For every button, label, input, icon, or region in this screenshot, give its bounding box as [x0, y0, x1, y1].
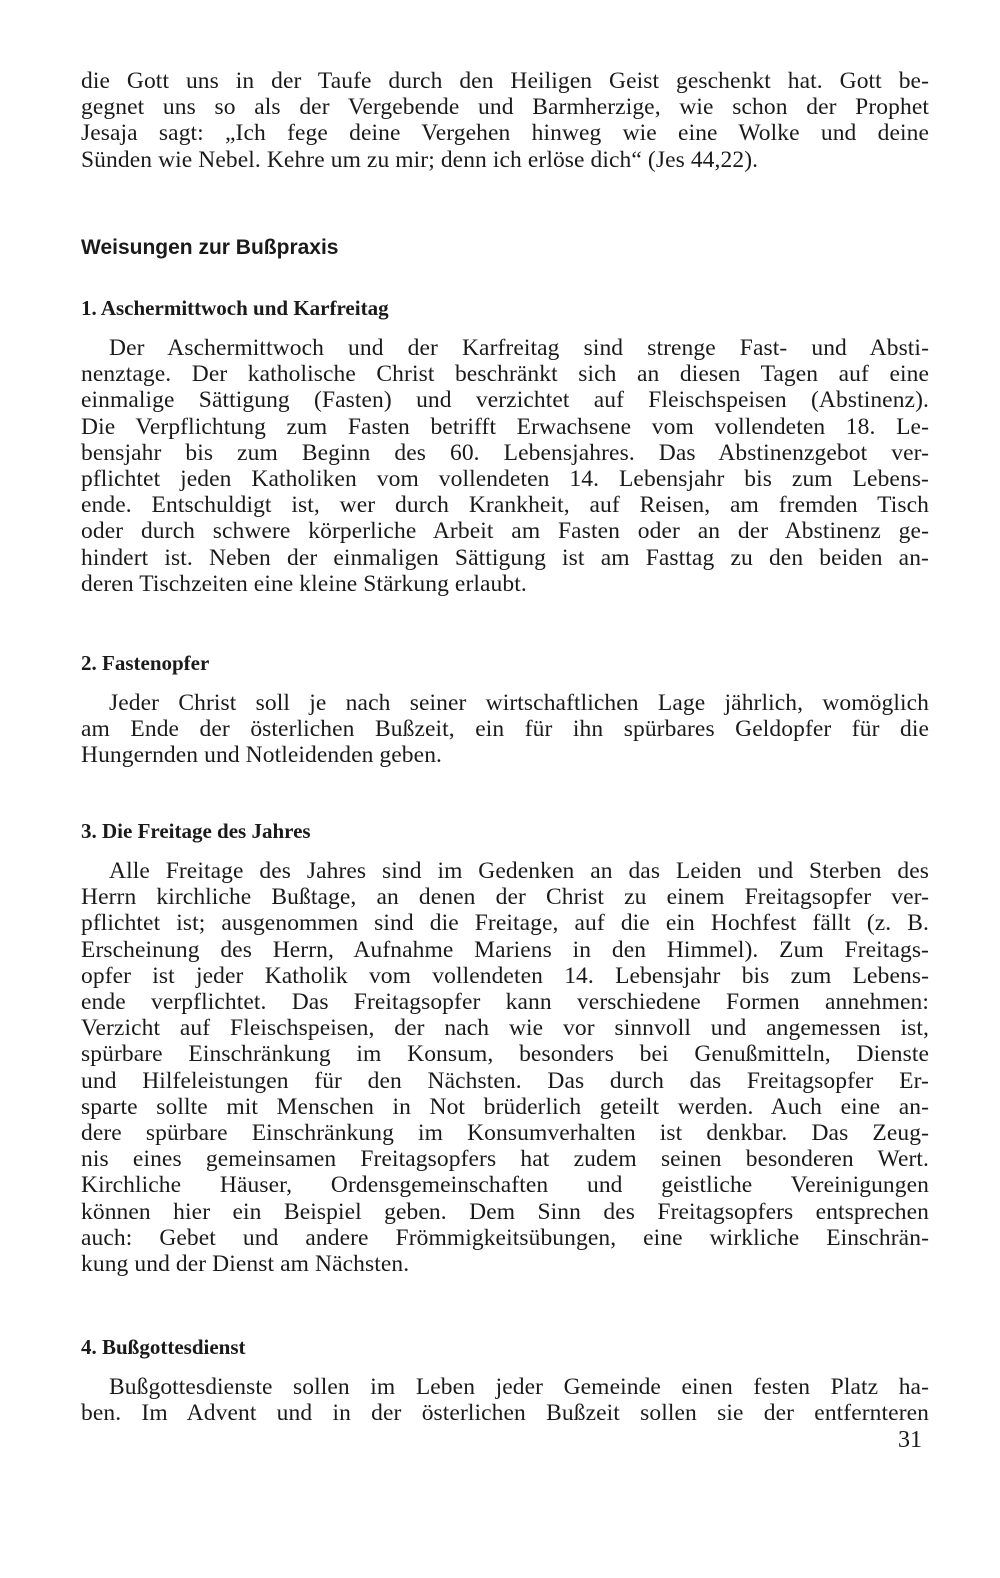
paragraph-line: ben. Im Advent und in der österlichen Bußzeit sollen sie der entfernteren	[81, 1400, 929, 1427]
paragraph-line: bensjahr bis zum Beginn des 60. Lebensjahres. Das Abstinenzgebot ver-	[81, 439, 929, 466]
paragraph-line: können hier ein Beispiel geben. Dem Sinn des Freitagsopfers entsprechen	[81, 1198, 929, 1225]
section-3	[81, 818, 929, 1277]
section-1-heading: 1. Aschermittwoch und Karfreitag	[81, 296, 389, 320]
section-title: Weisungen zur Bußpraxis	[81, 236, 339, 259]
paragraph-line: opfer ist jeder Katholik vom vollendeten 14. Lebensjahr bis zum Lebens-	[81, 962, 929, 989]
paragraph-line: Herrn kirchliche Bußtage, an denen der Christ zu einem Freitagsopfer ver-	[81, 884, 929, 911]
paragraph-line: oder durch schwere körperliche Arbeit am Fasten oder an der Abstinenz ge-	[81, 518, 929, 545]
intro-paragraph	[81, 68, 929, 173]
paragraph-line: Jeder Christ soll je nach seiner wirtschaftlichen Lage jährlich, womöglich	[109, 690, 929, 716]
section-1-paragraph	[81, 335, 929, 597]
paragraph-line: am Ende der österlichen Bußzeit, ein für ihn spürbares Geldopfer für die	[81, 716, 929, 743]
section-4	[81, 1334, 929, 1426]
section-2-paragraph	[81, 690, 929, 769]
paragraph-line: Verzicht auf Fleischspeisen, der nach wie vor sinnvoll und angemessen ist,	[81, 1015, 929, 1042]
paragraph-line: deren Tischzeiten eine kleine Stärkung erlaubt.	[81, 570, 527, 597]
paragraph-line: Alle Freitage des Jahres sind im Gedenken an das Leiden und Sterben des	[109, 858, 929, 884]
paragraph-line: auch: Gebet und andere Frömmigkeitsübungen, eine wirkliche Einschrän-	[81, 1224, 929, 1251]
paragraph-line: kung und der Dienst am Nächsten.	[81, 1251, 410, 1278]
paragraph-line: Erscheinung des Herrn, Aufnahme Mariens in den Himmel). Zum Freitags-	[81, 936, 929, 963]
paragraph-line: nenztage. Der katholische Christ beschränkt sich an diesen Tagen auf eine	[81, 361, 929, 388]
paragraph-line: Hungernden und Notleidenden geben.	[81, 742, 443, 769]
paragraph-line: einmalige Sättigung (Fasten) und verzichtet auf Fleischspeisen (Abstinenz).	[81, 387, 929, 414]
section-title-block	[81, 235, 929, 261]
section-4-heading: 4. Bußgottesdienst	[81, 1335, 246, 1359]
paragraph-line: Bußgottesdienste sollen im Leben jeder Gemeinde einen festen Platz ha-	[109, 1374, 929, 1400]
paragraph-line: nis eines gemeinsamen Freitagsopfers hat zudem seinen besonderen Wert.	[81, 1146, 929, 1173]
paragraph-line: und Hilfeleistungen für den Nächsten. Das durch das Freitagsopfer Er-	[81, 1067, 929, 1094]
paragraph-line: pflichtet jeden Katholiken vom vollendeten 14. Lebensjahr bis zum Lebens-	[81, 466, 929, 493]
paragraph-line: Die Verpflichtung zum Fasten betrifft Erwachsene vom vollendeten 18. Le-	[81, 413, 929, 440]
paragraph-line: Der Aschermittwoch und der Karfreitag sind strenge Fast- und Absti-	[109, 335, 929, 361]
section-2	[81, 650, 929, 769]
intro-line: Sünden wie Nebel. Kehre um zu mir; denn ich erlöse dich“ (Jes 44,22).	[81, 146, 759, 173]
paragraph-line: pflichtet ist; ausgenommen sind die Freitage, auf die ein Hochfest fällt (z. B.	[81, 910, 929, 937]
paragraph-line: ende verpflichtet. Das Freitagsopfer kann verschiedene Formen annehmen:	[81, 989, 929, 1016]
section-4-paragraph	[81, 1374, 929, 1426]
paragraph-line: spürbare Einschränkung im Konsum, besonders bei Genußmitteln, Dienste	[81, 1041, 929, 1068]
paragraph-line: ende. Entschuldigt ist, wer durch Krankheit, auf Reisen, am fremden Tisch	[81, 492, 929, 519]
section-3-paragraph	[81, 858, 929, 1277]
paragraph-line: hindert ist. Neben der einmaligen Sättigung ist am Fasttag zu den beiden an-	[81, 544, 929, 571]
intro-line: Jesaja sagt: „Ich fege deine Vergehen hinweg wie eine Wolke und deine	[81, 120, 929, 147]
paragraph-line: sparte sollte mit Menschen in Not brüderlich geteilt werden. Auch eine an-	[81, 1093, 929, 1120]
page-number: 31	[898, 1427, 922, 1453]
section-3-heading: 3. Die Freitage des Jahres	[81, 819, 311, 843]
paragraph-line: Kirchliche Häuser, Ordensgemeinschaften und geistliche Vereinigungen	[81, 1172, 929, 1199]
paragraph-line: dere spürbare Einschränkung im Konsumverhalten ist denkbar. Das Zeug-	[81, 1120, 929, 1147]
intro-line: die Gott uns in der Taufe durch den Heiligen Geist geschenkt hat. Gott be-	[81, 68, 929, 94]
section-1	[81, 295, 929, 597]
intro-line: gegnet uns so als der Vergebende und Barmherzige, wie schon der Prophet	[81, 94, 929, 121]
section-2-heading: 2. Fastenopfer	[81, 651, 210, 675]
